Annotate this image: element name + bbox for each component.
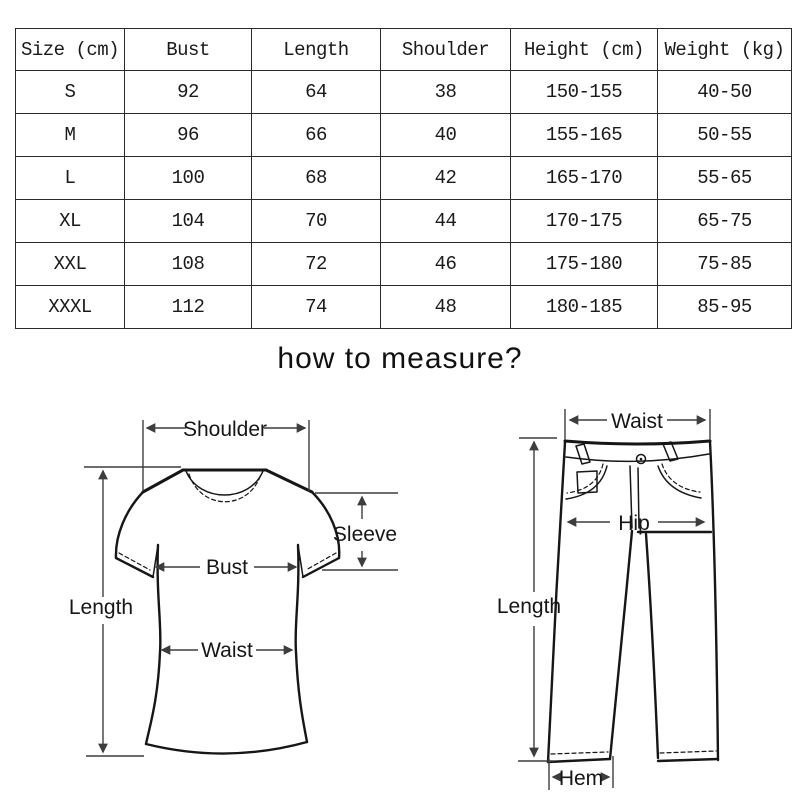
table-header-cell: Size (cm): [16, 29, 125, 71]
table-cell: 150-155: [511, 71, 658, 114]
shirt-length-label: Length: [68, 596, 134, 619]
table-cell: 46: [381, 243, 511, 286]
tshirt-outline: [116, 470, 339, 754]
table-cell: XL: [16, 200, 125, 243]
table-cell: 92: [125, 71, 252, 114]
table-cell: 74: [252, 286, 381, 329]
table-cell: S: [16, 71, 125, 114]
table-cell: 38: [381, 71, 511, 114]
table-cell: 180-185: [511, 286, 658, 329]
table-cell: 44: [381, 200, 511, 243]
pants-hem-label: Hem: [558, 767, 604, 790]
table-cell: 104: [125, 200, 252, 243]
table-cell: XXL: [16, 243, 125, 286]
table-row: [16, 157, 792, 200]
table-cell: 155-165: [511, 114, 658, 157]
pants-diagram: [497, 409, 718, 790]
table-header-cell: Shoulder: [381, 29, 511, 71]
table-cell: M: [16, 114, 125, 157]
table-header-row: [16, 29, 792, 71]
table-cell: 72: [252, 243, 381, 286]
table-cell: 48: [381, 286, 511, 329]
table-cell: 40: [381, 114, 511, 157]
table-cell: 68: [252, 157, 381, 200]
table-cell: 170-175: [511, 200, 658, 243]
table-header-cell: Weight (kg): [658, 29, 792, 71]
table-row: [16, 243, 792, 286]
table-row: [16, 71, 792, 114]
shirt-waist-label: Waist: [201, 639, 253, 662]
table-cell: 50-55: [658, 114, 792, 157]
table-cell: 66: [252, 114, 381, 157]
table-cell: 108: [125, 243, 252, 286]
shirt-shoulder-label: Shoulder: [182, 418, 268, 441]
table-row: [16, 114, 792, 157]
table-cell: 100: [125, 157, 252, 200]
table-cell: 64: [252, 71, 381, 114]
size-chart-section: [15, 28, 791, 329]
table-cell: 40-50: [658, 71, 792, 114]
table-cell: 55-65: [658, 157, 792, 200]
pants-hip-label: Hip: [618, 512, 650, 535]
table-cell: 42: [381, 157, 511, 200]
table-row: [16, 286, 792, 329]
pants-outline: [548, 441, 718, 762]
table-cell: 65-75: [658, 200, 792, 243]
shirt-bust-label: Bust: [205, 556, 249, 579]
pants-length-label: Length: [496, 595, 562, 618]
table-header-cell: Bust: [125, 29, 252, 71]
tshirt-diagram: [69, 418, 398, 756]
measure-diagram: [0, 390, 800, 800]
table-cell: 70: [252, 200, 381, 243]
pants-annotations: [497, 409, 710, 790]
shirt-sleeve-label: Sleeve: [332, 523, 398, 546]
table-cell: 96: [125, 114, 252, 157]
table-cell: 175-180: [511, 243, 658, 286]
table-cell: L: [16, 157, 125, 200]
table-header-cell: Length: [252, 29, 381, 71]
size-table: [15, 28, 792, 329]
table-header-cell: Height (cm): [511, 29, 658, 71]
how-to-measure-heading: how to measure?: [277, 342, 523, 375]
table-row: [16, 200, 792, 243]
pants-waist-label: Waist: [611, 410, 663, 433]
table-cell: 112: [125, 286, 252, 329]
table-cell: XXXL: [16, 286, 125, 329]
table-cell: 85-95: [658, 286, 792, 329]
table-cell: 165-170: [511, 157, 658, 200]
table-cell: 75-85: [658, 243, 792, 286]
